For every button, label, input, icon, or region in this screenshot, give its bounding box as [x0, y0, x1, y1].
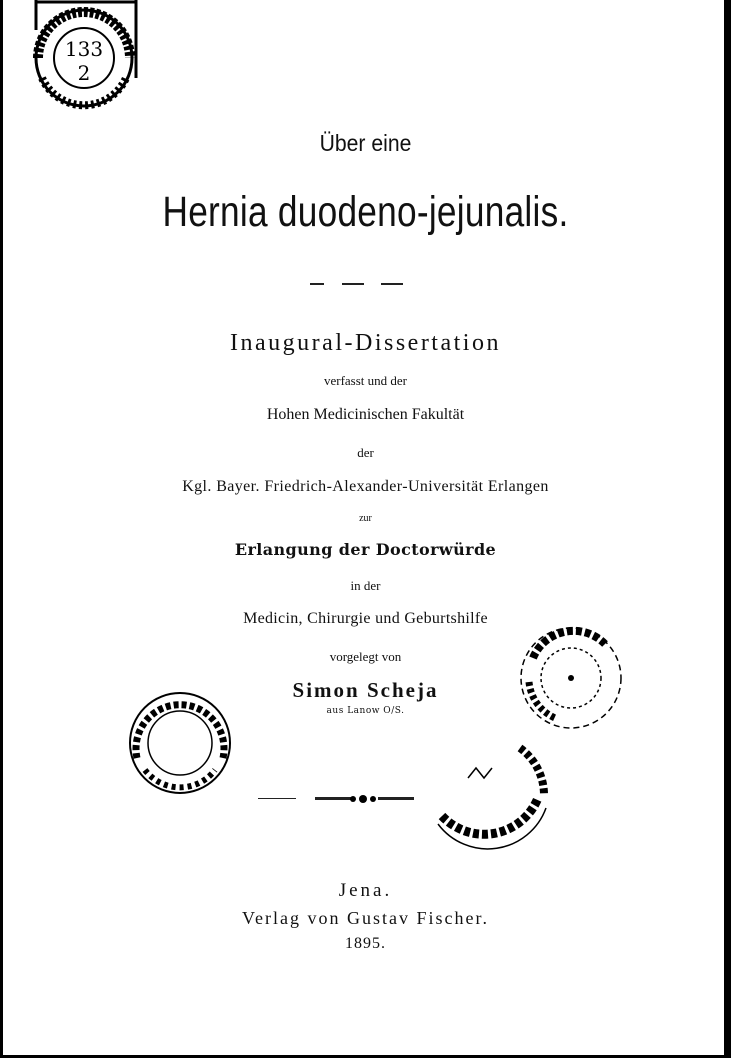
stamp-number-bottom: 2 — [77, 61, 91, 85]
page-title: Hernia duodeno-jejunalis. — [162, 188, 569, 236]
zur-line: zur — [359, 513, 372, 524]
ornament-rule — [258, 798, 296, 799]
divider-dash — [381, 283, 403, 285]
publication-city: Jena. — [338, 880, 393, 901]
subtitle-intro: Über eine — [319, 130, 412, 156]
library-stamp-icon — [8, 0, 138, 112]
faculty-line: Hohen Medicinischen Fakultät — [266, 406, 465, 423]
divider-dash — [342, 283, 364, 285]
vorgelegt-line: vorgelegt von — [329, 649, 402, 664]
author-name: Simon Scheja — [292, 678, 439, 702]
biblioteca-stamp-icon — [428, 738, 558, 850]
verfasst-line: verfasst und der — [323, 373, 408, 388]
in-der-line: in der — [350, 578, 381, 593]
ornament-icon — [348, 791, 378, 807]
stamp-number-top: 133 — [64, 37, 104, 61]
der-line: der — [357, 445, 374, 460]
publication-year: 1895. — [345, 935, 386, 952]
ornament-rule — [315, 797, 351, 800]
dissertation-heading: Inaugural-Dissertation — [230, 330, 501, 356]
dono-stamp-icon — [125, 688, 235, 798]
author-origin: aus Lanow O/S. — [326, 706, 405, 716]
ornament-rule — [378, 797, 414, 800]
publisher-line: Verlag von Gustav Fischer. — [242, 908, 489, 928]
roma-stamp-icon — [515, 622, 627, 734]
divider-dash — [310, 283, 324, 285]
university-line: Kgl. Bayer. Friedrich-Alexander-Universität Erlangen — [182, 478, 549, 495]
fields-line: Medicin, Chirurgie und Geburtshilfe — [243, 610, 488, 627]
erlangung-line: Erlangung der Doctorwürde — [234, 540, 497, 559]
